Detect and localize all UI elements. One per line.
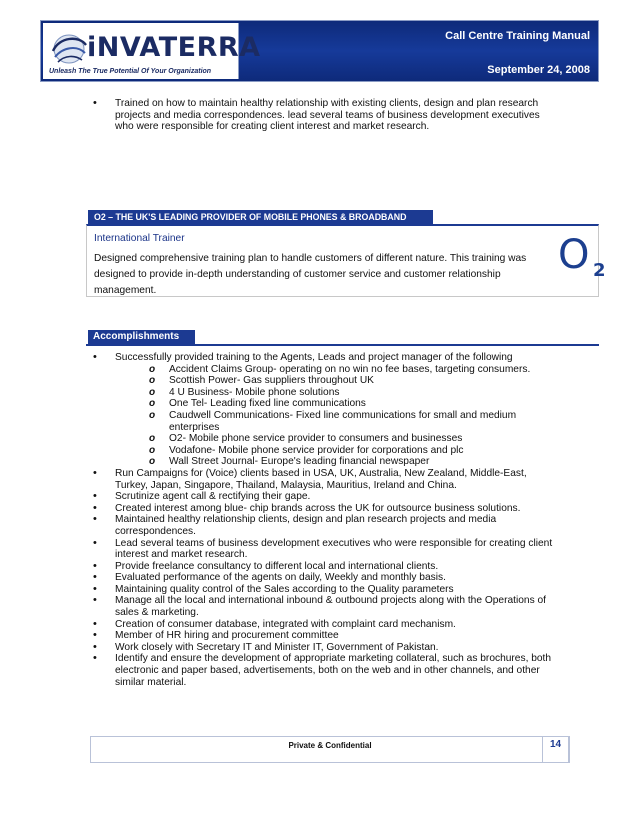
sub-list-item: o O2- Mobile phone service provider to consumers and businesses: [149, 433, 553, 445]
page-number: 14: [542, 736, 569, 763]
sub-list-item: o Wall Street Journal- Europe's leading financial newspaper: [149, 456, 553, 468]
footer-confidential-label: Private & Confidential: [288, 741, 372, 750]
list-item: • Maintained healthy relationship clients, design and plan research projects and media correspondences.: [93, 514, 553, 537]
list-item: • Identify and ensure the development of appropriate marketing collateral, such as brochures, both electronic and paper based, advertisements, both on the web and in other channels, and other similar material.: [93, 653, 553, 688]
sub-list-item: o 4 U Business- Mobile phone solutions: [149, 387, 553, 399]
list-item: • Member of HR hiring and procurement committee: [93, 630, 553, 642]
o2-logo: [557, 232, 609, 280]
client-sub-list: [149, 364, 553, 468]
list-item: • Created interest among blue- chip brands across the UK for outsource business solutions.: [93, 503, 553, 515]
o2-section-box: [86, 224, 606, 297]
o2-logo-letter: O: [558, 232, 590, 278]
document-date: September 24, 2008: [487, 64, 590, 76]
o2-description: Designed comprehensive training plan to handle customers of different nature. This training was designed to provide in-depth understanding of customer service and customer relationship management.: [94, 253, 527, 296]
document-title: Call Centre Training Manual: [445, 30, 590, 42]
list-item: • Run Campaigns for (Voice) clients based in USA, UK, Australia, New Zealand, Middle-East, Turkey, Japan, Singapore, Thailand, Malaysia, Mauritius, Ireland and China.: [93, 468, 553, 491]
list-item: • Creation of consumer database, integrated with complaint card mechanism.: [93, 619, 553, 631]
list-item: • Lead several teams of business development executives who were responsible for creating client interest and market research.: [93, 538, 553, 561]
list-item: • Work closely with Secretary IT and Minister IT, Government of Pakistan.: [93, 642, 553, 654]
intro-bullet-list: [93, 98, 553, 133]
company-logo: [43, 23, 261, 79]
sub-list-item: o Scottish Power- Gas suppliers throughout UK: [149, 375, 553, 387]
logo-wordmark: iNVATERRA: [87, 32, 261, 63]
list-item: • Evaluated performance of the agents on daily, Weekly and monthly basis.: [93, 572, 553, 584]
list-item: • Scrutinize agent call & rectifying their gape.: [93, 491, 553, 503]
accomplishments-list: [93, 352, 553, 688]
globe-swirl-icon: [49, 31, 89, 67]
o2-logo-subscript: 2: [593, 260, 606, 280]
sub-list-item: o One Tel- Leading fixed line communications: [149, 398, 553, 410]
page-header: [40, 20, 599, 82]
list-item: • Provide freelance consultancy to different local and international clients.: [93, 561, 553, 573]
list-item: • Trained on how to maintain healthy relationship with existing clients, design and plan research projects and media correspondences. lead several teams of business development executives who were responsible for creating client interest and market research.: [93, 98, 553, 133]
list-item-text: Successfully provided training to the Agents, Leads and project manager of the following: [115, 352, 513, 363]
accomplishments-heading: Accomplishments: [88, 330, 195, 344]
o2-section-heading: O2 – THE UK'S LEADING PROVIDER OF MOBILE PHONES & BROADBAND: [88, 210, 433, 224]
section-divider: [86, 344, 599, 346]
sub-list-item: o Vodafone- Mobile phone service provider for corporations and plc: [149, 445, 553, 457]
list-item: • Maintaining quality control of the Sales according to the Quality parameters: [93, 584, 553, 596]
page-footer: [90, 736, 570, 763]
logo-tagline: Unleash The True Potential Of Your Organization: [49, 68, 212, 75]
o2-role-title: International Trainer: [94, 233, 185, 244]
list-item: • Manage all the local and international inbound & outbound projects along with the Operations of sales & marketing.: [93, 595, 553, 618]
sub-list-item: o Accident Claims Group- operating on no win no fee bases, targeting consumers.: [149, 364, 553, 376]
list-item: [93, 352, 553, 468]
sub-list-item: o Caudwell Communications- Fixed line communications for small and medium enterprises: [149, 410, 553, 433]
